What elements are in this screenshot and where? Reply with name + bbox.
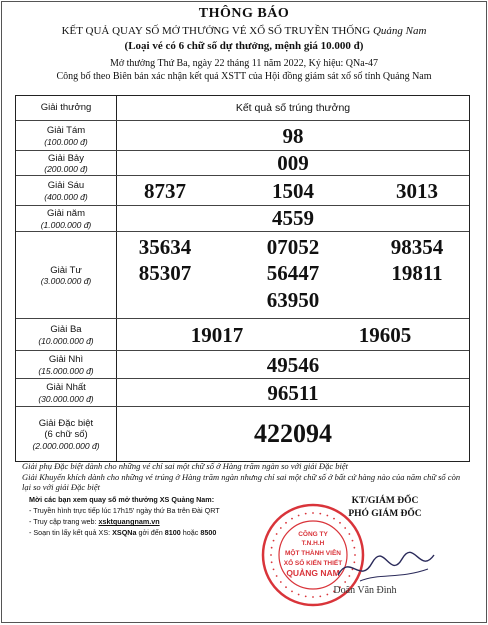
- winning-number: 56447: [266, 261, 320, 285]
- sms-number-2: 8500: [200, 528, 217, 538]
- prize-name: Giải năm: [46, 208, 85, 220]
- winning-number: 19017: [190, 323, 244, 347]
- winning-number: 49546: [266, 353, 320, 377]
- prize-numbers: [117, 319, 469, 351]
- winning-number: 63950: [266, 288, 320, 312]
- sms-or: hoặc: [180, 528, 201, 538]
- prize-amount: (400.000 đ): [44, 191, 88, 202]
- notice-title: THÔNG BÁO: [198, 6, 290, 21]
- signer-role-2: PHÓ GIÁM ĐỐC: [348, 508, 422, 519]
- prize-digits: (6 chữ số): [44, 429, 88, 441]
- province-name: Quảng Nam: [372, 25, 427, 37]
- prize-label: [16, 319, 117, 351]
- prize-amount: (3.000.000 đ): [40, 276, 92, 287]
- info-live: - Truyền hình trực tiếp lúc 17h15' ngày thứ Ba trên Đài QRT: [29, 506, 220, 516]
- prize-label: [16, 379, 117, 407]
- seal-text: CÔNG TY: [298, 531, 328, 538]
- seal-text: XỔ SỐ KIẾN THIẾT: [283, 560, 343, 567]
- prize-label: [16, 407, 117, 462]
- info-box: [29, 494, 220, 539]
- prize-numbers: [117, 151, 469, 176]
- sms-mid: gởi đến: [136, 528, 165, 538]
- prize-numbers: [117, 206, 469, 232]
- winning-number: 4559: [272, 206, 314, 230]
- note-line-1: Giải phụ Đặc biệt dành cho những vé chỉ sai một chữ số ở Hàng trăm ngàn so với giải Đặc biệt: [22, 461, 348, 471]
- info-web: [29, 516, 220, 527]
- prize-label: [16, 176, 117, 206]
- prize-row: [16, 378, 469, 407]
- signer-name: Doãn Văn Đình: [333, 585, 397, 596]
- prize-amount: (30.000.000 đ): [38, 393, 94, 404]
- winning-number: 8737: [144, 179, 186, 203]
- winning-number: 07052: [266, 235, 320, 259]
- prize-numbers: [117, 379, 469, 407]
- signer-role-1: KT/GIÁM ĐỐC: [351, 496, 419, 506]
- prize-row: [16, 231, 469, 319]
- prize-row: [16, 120, 469, 151]
- prize-amount: (100.000 đ): [44, 136, 88, 147]
- prize-amount: (10.000.000 đ): [38, 335, 94, 346]
- prize-row: [16, 350, 469, 379]
- website-link[interactable]: xsktquangnam.vn: [98, 517, 160, 527]
- draw-info: Mở thưởng Thứ Ba, ngày 22 tháng 11 năm 2022, Ký hiệu: QNa-47: [109, 58, 379, 69]
- handwritten-signature: [330, 545, 440, 590]
- subtitle-text: KẾT QUẢ QUAY SỐ MỞ THƯỞNG VÉ XỔ SỐ TRUYỀN THỐNG: [61, 25, 373, 37]
- prize-row: [16, 175, 469, 206]
- prize-name: Giải Ba: [50, 324, 82, 336]
- results-table: [15, 95, 470, 462]
- prize-numbers: [117, 176, 469, 206]
- prize-numbers: [117, 407, 469, 462]
- winning-number: 1504: [272, 179, 314, 203]
- web-label: - Truy cập trang web:: [29, 517, 99, 527]
- prize-label: [16, 232, 117, 319]
- prize-amount: (200.000 đ): [44, 164, 88, 175]
- info-sms: [29, 527, 220, 538]
- winning-number: 009: [277, 151, 309, 175]
- prize-numbers: [117, 232, 469, 319]
- winning-number: 98: [282, 124, 304, 148]
- table-header: [16, 96, 469, 120]
- winning-number: 19811: [391, 261, 443, 285]
- notes: [22, 461, 467, 493]
- prize-row: [16, 318, 469, 351]
- ticket-note: (Loại vé có 6 chữ số dự thưởng, mệnh giá 10.000 đ): [124, 40, 364, 52]
- prize-label: [16, 206, 117, 232]
- prize-name: Giải Tư: [50, 264, 82, 276]
- winning-number: 3013: [396, 179, 438, 203]
- prize-amount: (2.000.000.000 đ): [32, 440, 100, 451]
- prize-numbers: [117, 121, 469, 151]
- announcement: Công bố theo Biên bản xác nhận kết quả XSTT của Hội đồng giám sát xổ số tỉnh Quảng Nam: [56, 71, 432, 82]
- prize-name: Giải Nhì: [48, 354, 84, 366]
- prize-label: [16, 351, 117, 379]
- prize-amount: (15.000.000 đ): [38, 365, 94, 376]
- prize-name: Giải Sáu: [47, 180, 85, 192]
- winning-number: 35634: [138, 235, 192, 259]
- sms-number-1: 8100: [164, 528, 181, 538]
- prize-name: Giải Tám: [46, 125, 86, 137]
- prize-label: [16, 151, 117, 176]
- prize-amount: (1.000.000 đ): [40, 219, 92, 230]
- winning-number: 98354: [390, 235, 444, 259]
- note-line-2: Giải Khuyến khích dành cho những vé trúng ở Hàng trăm ngàn nhưng chỉ sai một chữ số ở bất cứ hàng nào của năm chữ số còn lại so với giải Đặc biệt: [22, 471, 461, 493]
- winning-number: 422094: [254, 419, 332, 448]
- notice-subtitle: [0, 25, 488, 37]
- winning-number: 19605: [358, 323, 412, 347]
- prize-row: [16, 150, 469, 176]
- prize-name: Giải Nhất: [46, 382, 86, 394]
- info-intro: Mời các bạn xem quay số mở thưởng XS Quảng Nam:: [29, 495, 215, 504]
- prize-name: Giải Bảy: [48, 152, 84, 164]
- prize-row: [16, 205, 469, 232]
- prize-label: [16, 121, 117, 151]
- winning-number: 85307: [138, 261, 192, 285]
- seal-text: MỘT THÀNH VIÊN: [285, 550, 341, 557]
- sms-label: - Soạn tin lấy kết quả XS:: [29, 528, 113, 538]
- winning-number: 96511: [267, 381, 319, 405]
- sms-code: XSQNa: [112, 528, 137, 538]
- col-result-header: Kết quả số trúng thưởng: [235, 102, 351, 114]
- prize-row: [16, 406, 469, 462]
- prize-numbers: [117, 351, 469, 379]
- seal-text: T.N.H.H: [301, 540, 325, 547]
- col-prize-header: Giải thưởng: [16, 96, 117, 120]
- seal-text: QUẢNG NAM: [286, 568, 340, 578]
- prize-name: Giải Đặc biệt: [38, 418, 94, 430]
